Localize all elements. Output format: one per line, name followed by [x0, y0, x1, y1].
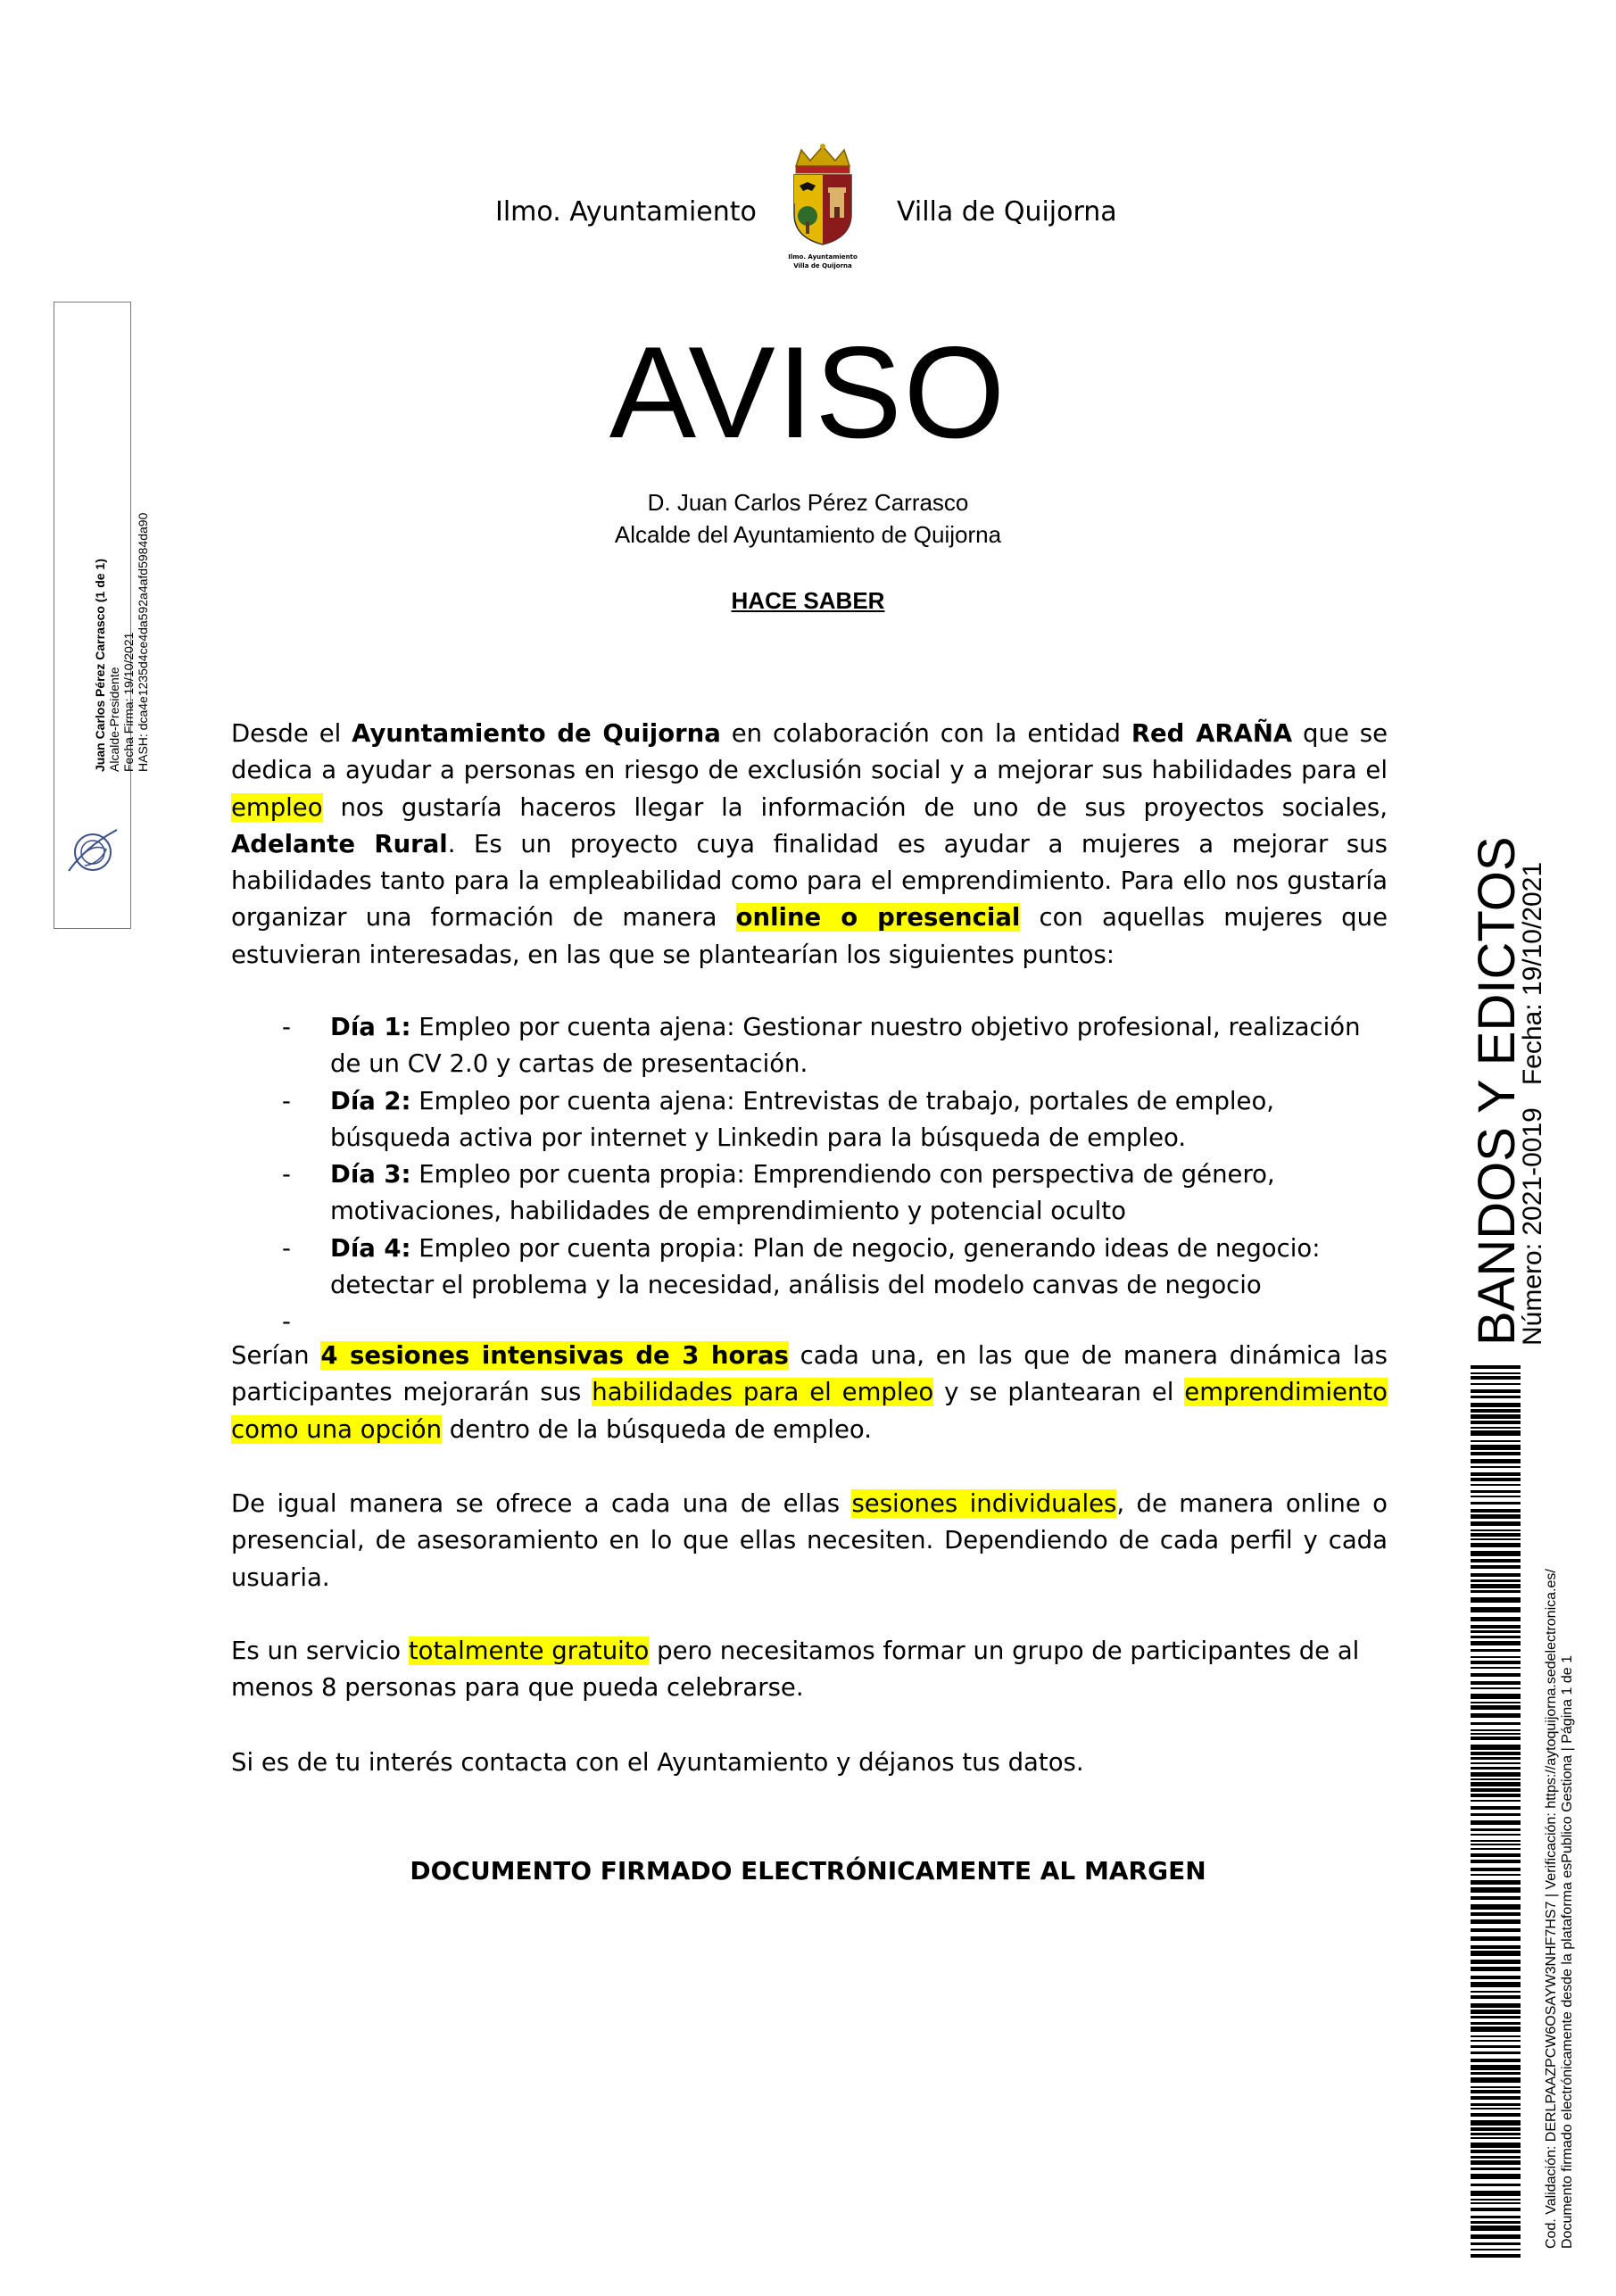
barcode-bar	[1471, 2072, 1521, 2075]
barcode-bar	[1471, 1496, 1521, 1497]
barcode-bar	[1471, 1840, 1521, 1842]
signed-electronically-notice: DOCUMENTO FIRMADO ELECTRÓNICAMENTE AL MARGEN	[410, 1856, 1206, 1886]
barcode-bar	[1471, 1834, 1521, 1836]
verification-text	[1544, 1356, 1576, 2249]
mayor-name: D. Juan Carlos Pérez Carrasco	[647, 489, 969, 516]
barcode-bar	[1471, 2137, 1521, 2139]
barcode-bar	[1471, 1904, 1521, 1910]
barcode-bar	[1471, 1472, 1521, 1476]
barcode-bar	[1471, 2156, 1521, 2159]
barcode-bar	[1471, 2174, 1521, 2179]
barcode-bar	[1471, 2010, 1521, 2014]
barcode-bar	[1471, 1514, 1521, 1519]
barcode-bar	[1471, 1667, 1521, 1669]
barcode-bar	[1471, 1782, 1521, 1786]
barcode-bar	[1471, 2160, 1521, 2165]
barcode-bar	[1471, 1383, 1521, 1385]
barcode-bar	[1471, 1579, 1521, 1582]
barcode-bar	[1471, 2242, 1521, 2245]
barcode-bar	[1471, 2133, 1521, 2135]
barcode-bar	[1471, 2234, 1521, 2239]
intro-paragraph: Desde el Ayuntamiento de Quijorna en colaboración con la entidad Red ARAÑA que se dedica a ayudar a personas en riesgo de exclusión social y a mejorar sus habilidades para el empleo nos gustaría haceros llegar la información de uno de sus proyectos sociales, Adelante Rural. Es un proyecto cuya finalidad es ayudar a mujeres a mejorar sus habilidades tanto para la empleabilidad como para el emprendimiento. Para ello nos gustaría organizar una formación de manera online o presencial con aquellas mujeres que estuvieran interesadas, en las que se plantearían los siguientes puntos:	[231, 719, 1388, 969]
barcode-bar	[1471, 1794, 1521, 1797]
barcode-bar	[1471, 1868, 1521, 1871]
barcode-bar	[1471, 1529, 1521, 1531]
barcode-bar	[1471, 2221, 1521, 2224]
barcode-bar	[1471, 1607, 1521, 1612]
barcode-bar	[1471, 2065, 1521, 2070]
signer-role: Alcalde-Presidente	[107, 667, 121, 772]
list-item: - Día 1: Empleo por cuenta ajena: Gestionar nuestro objetivo profesional, realización de un CV 2.0 y cartas de presentación.	[231, 1009, 1388, 1083]
barcode-bar	[1471, 1729, 1521, 1731]
barcode-bar	[1471, 2202, 1521, 2204]
barcode-bar	[1471, 1521, 1521, 1526]
barcode-bar	[1471, 1625, 1521, 1629]
barcode-bar	[1471, 1928, 1521, 1932]
free-service-paragraph: Es un servicio totalmente gratuito pero necesitamos formar un grupo de participantes de al menos 8 personas para que pueda celebrarse.	[231, 1637, 1360, 1703]
barcode-bar	[1471, 1702, 1521, 1703]
barcode-bar	[1471, 1896, 1521, 1900]
document-number: Número: 2021-0019	[1518, 1107, 1547, 1346]
barcode-bar	[1471, 2168, 1521, 2170]
barcode-bar	[1471, 1445, 1521, 1450]
barcode-bar	[1471, 2127, 1521, 2131]
contact-paragraph: Si es de tu interés contacta con el Ayuntamiento y déjanos tus datos.	[231, 1748, 1084, 1777]
list-item: - Día 4: Empleo por cuenta propia: Plan de negocio, generando ideas de negocio: detectar el problema y la necesidad, análisis del modelo canvas de negocio	[231, 1231, 1388, 1305]
town-crest-logo	[778, 141, 867, 275]
barcode-bar	[1471, 1636, 1521, 1638]
barcode-bar	[1471, 1694, 1521, 1699]
barcode-bar	[1471, 1396, 1521, 1398]
barcode-bar	[1471, 2254, 1521, 2258]
barcode-bar	[1471, 1848, 1521, 1850]
barcode-bar	[1471, 2191, 1521, 2196]
barcode-bar	[1471, 1649, 1521, 1652]
barcode-bar	[1471, 1788, 1521, 1792]
barcode-bar	[1471, 2040, 1521, 2042]
barcode-bar	[1471, 2027, 1521, 2032]
barcode-bar	[1471, 1427, 1521, 1429]
crest-caption-1: Ilmo. Ayuntamiento	[788, 253, 858, 261]
barcode-bar	[1471, 1772, 1521, 1777]
barcode-bar	[1471, 1543, 1521, 1547]
barcode-bar	[1471, 2003, 1521, 2008]
barcode-bar	[1471, 2184, 1521, 2186]
barcode-bar	[1471, 1945, 1521, 1949]
barcode-bar	[1471, 1478, 1521, 1481]
barcode-bar	[1471, 2016, 1521, 2018]
barcode-bar	[1471, 1844, 1521, 1845]
barcode-bar	[1471, 2103, 1521, 2106]
barcode-bar	[1471, 1800, 1521, 1802]
barcode-bar	[1471, 1533, 1521, 1537]
barcode-bar	[1471, 1551, 1521, 1556]
barcode-bar	[1471, 1880, 1521, 1885]
mayor-role: Alcalde del Ayuntamiento de Quijorna	[614, 521, 1002, 548]
barcode-bar	[1471, 1874, 1521, 1876]
signer-name: Juan Carlos Pérez Carrasco (1 de 1)	[93, 559, 107, 772]
barcode-bar	[1471, 1490, 1521, 1493]
barcode-bar	[1471, 1559, 1521, 1562]
document-number-date	[1517, 846, 1549, 1346]
barcode-bar	[1471, 2150, 1521, 2153]
barcode-bar	[1471, 1912, 1521, 1916]
barcode-bar	[1471, 1860, 1521, 1863]
barcode-bar	[1471, 1484, 1521, 1486]
barcode-bar	[1471, 1502, 1521, 1504]
barcode-bar	[1471, 1661, 1521, 1664]
barcode-bar	[1471, 1617, 1521, 1621]
list-item	[231, 1304, 1388, 1340]
barcode-bar	[1471, 1365, 1521, 1369]
barcode-bar	[1471, 2045, 1521, 2048]
barcode-bar	[1471, 1737, 1521, 1740]
barcode-bar	[1471, 1440, 1521, 1442]
barcode-bar	[1471, 1573, 1521, 1577]
barcode-bar	[1471, 1403, 1521, 1407]
header-left-text: Ilmo. Ayuntamiento	[495, 196, 757, 228]
barcode-bar	[1471, 2051, 1521, 2054]
barcode-bar	[1471, 1372, 1521, 1374]
barcode-bar	[1471, 1414, 1521, 1419]
barcode-bar	[1471, 1630, 1521, 1633]
barcode-bar	[1471, 2096, 1521, 2100]
barcode-bar	[1471, 1745, 1521, 1750]
barcode-bar	[1471, 1976, 1521, 1979]
barcode-bar	[1471, 1722, 1521, 1725]
barcode-bar	[1471, 1584, 1521, 1588]
barcode-bar	[1471, 1681, 1521, 1685]
hace-saber-heading: HACE SABER	[731, 587, 885, 614]
signature-text	[93, 236, 150, 772]
signature-date: Fecha Firma: 19/10/2021	[121, 632, 136, 772]
barcode-bar	[1471, 1565, 1521, 1569]
barcode-bar	[1471, 2108, 1521, 2110]
list-item: - Día 3: Empleo por cuenta propia: Emprendiendo con perspectiva de género, motivaciones, habilidades de emprendimiento y potencial oculto	[231, 1156, 1388, 1231]
barcode-bar	[1471, 1767, 1521, 1770]
list-item: - Día 2: Empleo por cuenta ajena: Entrevistas de trabajo, portales de empleo, búsqueda activa por internet y Linkedin para la búsqueda de empleo.	[231, 1083, 1388, 1157]
barcode-bar	[1471, 1641, 1521, 1645]
verification-platform: Documento firmado electrónicamente desde la plataforma esPublico Gestiona | Página 1 de 1	[1560, 1655, 1575, 2249]
barcode-bar	[1471, 2035, 1521, 2037]
barcode-bar	[1471, 2226, 1521, 2231]
barcode-bar	[1471, 1995, 1521, 1999]
barcode-bar	[1471, 1705, 1521, 1710]
barcode-bar	[1471, 1421, 1521, 1424]
barcode-bar	[1471, 2113, 1521, 2117]
crest-caption-2: Villa de Quijorna	[793, 262, 852, 269]
barcode-bar	[1471, 1752, 1521, 1755]
barcode-bar	[1471, 1762, 1521, 1764]
barcode-bar	[1471, 1828, 1521, 1831]
barcode-bar	[1471, 1590, 1521, 1593]
barcode-bar	[1471, 1376, 1521, 1380]
barcode-bar	[1471, 1757, 1521, 1760]
barcode-bar	[1471, 1967, 1521, 1971]
barcode-bar	[1471, 2077, 1521, 2083]
barcode-bar	[1471, 1853, 1521, 1857]
barcode-bar	[1471, 2090, 1521, 2093]
barcode-bar	[1471, 1687, 1521, 1689]
barcode-bar	[1471, 1733, 1521, 1735]
barcode-bar	[1471, 2208, 1521, 2211]
sessions-paragraph: Serían 4 sesiones intensivas de 3 horas cada una, en las que de manera dinámica las participantes mejorarán sus habilidades para el empleo y se plantearan el emprendimiento como una opción dentro de la búsqueda de empleo.	[231, 1341, 1388, 1444]
barcode-bar	[1471, 1919, 1521, 1924]
barcode-bar	[1471, 1459, 1521, 1463]
barcode-bar	[1471, 1466, 1521, 1468]
barcode-bar	[1471, 1951, 1521, 1956]
barcode-bar	[1471, 1813, 1521, 1816]
barcode-bar	[1471, 1820, 1521, 1825]
barcode-bar	[1471, 1430, 1521, 1436]
document-type-label: BANDOS Y EDICTOS	[1468, 836, 1526, 1346]
barcode-icon	[1471, 1365, 1521, 2258]
barcode-bar	[1471, 1389, 1521, 1393]
document-date: Fecha: 19/10/2021	[1518, 861, 1547, 1086]
barcode-bar	[1471, 2249, 1521, 2250]
barcode-bar	[1471, 1982, 1521, 1987]
barcode-bar	[1471, 1656, 1521, 1658]
barcode-bar	[1471, 2086, 1521, 2088]
barcode-bar	[1471, 2216, 1521, 2218]
verification-code: Cod. Validación: DERLPAAZPCW6OSAYW3NHF7HS7 | Verificación: https://ayto​quijorna.sedelectronica.es/	[1544, 1569, 1559, 2249]
barcode-bar	[1471, 1597, 1521, 1603]
barcode-bar	[1471, 1991, 1521, 1993]
barcode-bar	[1471, 1806, 1521, 1810]
barcode-bar	[1471, 1409, 1521, 1413]
barcode-bar	[1471, 2022, 1521, 2025]
barcode-bar	[1471, 1509, 1521, 1513]
barcode-bar	[1471, 2199, 1521, 2201]
individual-sessions-paragraph: De igual manera se ofrece a cada una de ellas sesiones individuales, de manera online o presencial, de asesoramiento en lo que ellas necesiten. Dependiendo de cada perfil y cada usuaria.	[231, 1489, 1388, 1592]
signature-seal-icon	[60, 819, 126, 885]
barcode-bar	[1471, 1960, 1521, 1964]
barcode-bar	[1471, 2059, 1521, 2062]
signature-hash: HASH: dca4e1235d4ce4da592a4afd5984da90	[136, 512, 150, 772]
barcode-bar	[1471, 2120, 1521, 2126]
barcode-bar	[1471, 1713, 1521, 1718]
barcode-bar	[1471, 2143, 1521, 2148]
header-right-text: Villa de Quijorna	[897, 196, 1117, 228]
barcode-bar	[1471, 1887, 1521, 1893]
days-list	[231, 1009, 1388, 1341]
document-title: AVISO	[609, 319, 1007, 465]
barcode-bar	[1471, 1673, 1521, 1677]
barcode-bar	[1471, 1452, 1521, 1455]
barcode-bar	[1471, 1936, 1521, 1941]
barcode-bar	[1471, 1778, 1521, 1780]
barcode-bar	[1471, 1538, 1521, 1540]
